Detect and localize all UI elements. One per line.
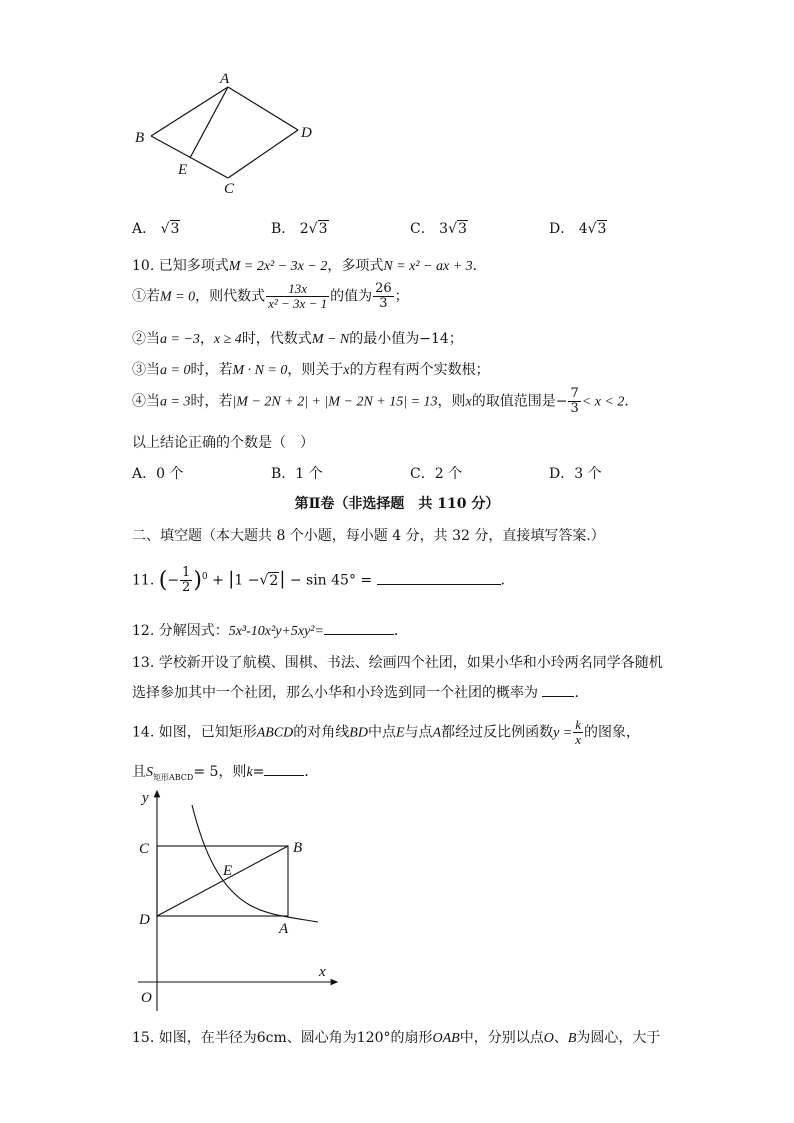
q14-line2: 且$S_{矩形ABCD}= 5$，则k= ． [132, 761, 318, 783]
q15-line1: 15. 如图，在半径为6cm、圆心角为120°的扇形OAB中，分别以点O、B为圆心，大于 [132, 1030, 661, 1046]
label-c: C [139, 841, 150, 857]
q10-option-d: D．3 个 [549, 466, 602, 482]
label-b: B [293, 840, 303, 856]
label-o: O [141, 990, 152, 1006]
label-b: B [135, 130, 145, 146]
q14-line1: 14. 如图，已知矩形ABCD的对角线BD中点E与点A都经过反比例函数y = $\frac{k}{x}$ 的图象， [132, 717, 641, 747]
q9-option-d: D． 4√3 [549, 221, 607, 237]
q10-item-4: ④当a = 3时，若|M − 2N + 2| + |M − 2N + 15| = 13，则x的取值范围是− $\frac{7}{3}$ < x < 2． [132, 386, 639, 416]
q13-line2: 选择参加其中一个社团，那么小华和小玲选到同一个社团的概率为 ． [132, 682, 588, 702]
label-x: x [319, 964, 326, 980]
label-e: E [178, 162, 188, 178]
q9-option-a: A． √3 [132, 221, 180, 237]
label-a: A [220, 71, 230, 87]
q10-option-b: B．1 个 [271, 466, 323, 482]
label-a: A [279, 921, 289, 937]
section-part-heading: 二、填空题（本大题共 8 个小题，每小题 4 分，共 32 分，直接填写答案.） [132, 528, 605, 544]
coordinate-figure [128, 783, 343, 1018]
label-d: D [139, 912, 150, 928]
q10-stem: 10. 已知多项式M = 2x² − 3x − 2，多项式N = x² − ax + 3． [132, 258, 487, 274]
q10-item-3: ③当a = 0时，若M · N = 0，则关于x的方程有两个实数根； [132, 362, 490, 378]
edge-ad [228, 87, 298, 130]
section-title: 第Ⅱ卷（非选择题 共 110 分） [294, 496, 500, 512]
edge-dc [228, 130, 298, 178]
q11-answer-blank[interactable] [377, 570, 501, 585]
diagonal-bd [157, 846, 288, 916]
q13-line1: 13. 学校新开设了航模、围棋、书法、绘画四个社团，如果小华和小玲两名同学各随机 [132, 655, 663, 671]
q14-answer-blank[interactable] [264, 761, 304, 776]
segment-ae [190, 87, 228, 158]
q10-item-1: ①若M = 0，则代数式 $\frac{13x}{\text{x² − 3x − 1}}$ 的值为 $\frac{26}{3}$ ； [132, 281, 409, 311]
q13-answer-blank[interactable] [542, 682, 574, 697]
q9-option-b: B． 2√3 [271, 221, 328, 237]
label-e: E [223, 863, 233, 879]
item4-fraction: $\frac{7}{3}$ [570, 386, 579, 416]
item1-value-fraction: $\frac{26}{3}$ [375, 281, 392, 311]
q10-option-a: A．0 个 [132, 466, 184, 482]
q11: 11. (− $\frac{1}{2}$ )$^0$ + |1 −√2| − sin 45° = ． [132, 565, 515, 595]
q10-option-c: C．2 个 [410, 466, 463, 482]
q9-option-c: C． 3√3 [410, 221, 467, 237]
item1-fraction: $\frac{13x}{\text{x² − 3x − 1}}$ [268, 281, 328, 311]
label-c: C [224, 181, 235, 197]
rhombus-figure [120, 60, 350, 210]
q12-answer-blank[interactable] [324, 620, 394, 635]
label-y: y [142, 790, 149, 806]
q12: 12. 分解因式：5x³-10x²y+5xy²= ． [132, 620, 408, 640]
q10-item-2: ②当a = −3，x ≥ 4时，代数式M − N的最小值为−14； [132, 331, 463, 347]
edge-bc [151, 136, 228, 178]
label-d: D [301, 125, 312, 141]
q10-question: 以上结论正确的个数是（ ） [132, 435, 314, 451]
edge-ab [151, 87, 228, 136]
